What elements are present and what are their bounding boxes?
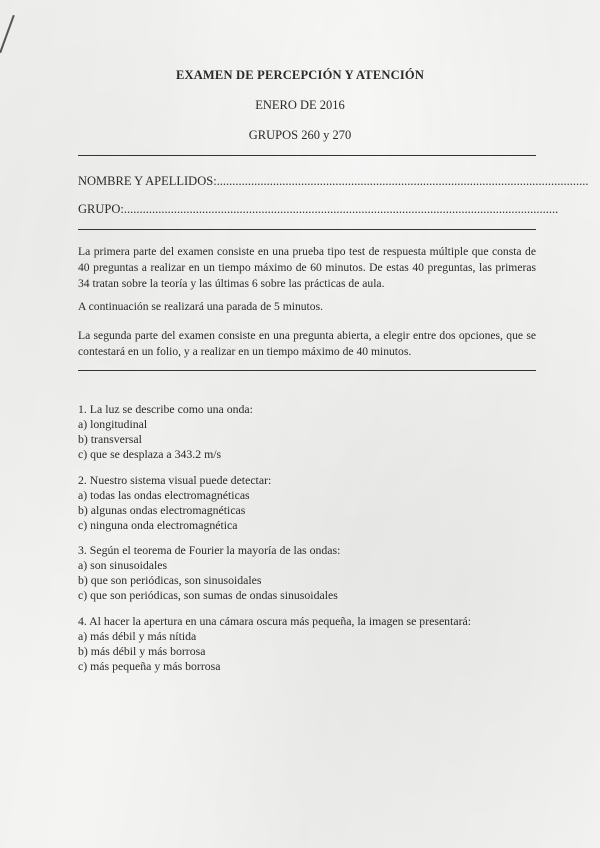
question-4 (78, 614, 538, 674)
divider (78, 155, 536, 156)
name-field-label: NOMBRE Y APELLIDOS: (78, 174, 217, 188)
exam-title: EXAMEN DE PERCEPCIÓN Y ATENCIÓN (175, 68, 425, 82)
option-a: a) todas las ondas electromagnéticas (78, 488, 250, 502)
question-1 (78, 402, 538, 462)
option-a: a) más débil y más nítida (78, 629, 197, 643)
question-text: 3. Según el teorema de Fourier la mayoría de las ondas: (78, 543, 341, 557)
instructions-part-two: La segunda parte del examen consiste en una pregunta abierta, a elegir entre dos opciones, que se contestará en un folio, y a realizar en un tiempo máximo de 40 minutos. (78, 329, 536, 358)
group-field (78, 202, 559, 217)
divider (78, 370, 536, 371)
option-b: b) transversal (78, 432, 142, 446)
option-c: c) más pequeña y más borrosa (78, 659, 221, 673)
question-text: 1. La luz se describe como una onda: (78, 402, 253, 416)
option-a: a) longitudinal (78, 417, 148, 431)
option-c: c) que se desplaza a 343.2 m/s (78, 447, 222, 461)
question-text: 4. Al hacer la apertura en una cámara oscura más pequeña, la imagen se presentará: (78, 614, 472, 628)
option-c: c) que son periódicas, son sumas de ondas sinusoidales (78, 588, 338, 602)
option-a: a) son sinusoidales (78, 558, 168, 572)
question-text: 2. Nuestro sistema visual puede detectar: (78, 473, 272, 487)
instructions-break: A continuación se realizará una parada de 5 minutos. (78, 300, 323, 313)
question-2 (78, 473, 538, 533)
option-b: b) más débil y más borrosa (78, 644, 206, 658)
option-b: b) que son periódicas, son sinusoidales (78, 573, 262, 587)
instructions-part-one: La primera parte del examen consiste en una prueba tipo test de respuesta múltiple que consta de 40 preguntas a realizar en un tiempo máximo de 60 minutos. De estas 40 preguntas, las primeras 34 tratan sobre la teoría y las últimas 6 sobre las prácticas de aula. (78, 245, 536, 290)
exam-groups: GRUPOS 260 y 270 (248, 128, 352, 142)
exam-date: ENERO DE 2016 (255, 98, 345, 112)
option-b: b) algunas ondas electromagnéticas (78, 503, 246, 517)
group-field-label: GRUPO: (78, 202, 124, 216)
option-c: c) ninguna onda electromagnética (78, 518, 238, 532)
question-3 (78, 543, 538, 603)
name-field (78, 174, 589, 189)
divider (78, 229, 536, 230)
group-field-dots: ........................................................................................................................................... (123, 202, 559, 216)
name-field-dots: ....................................................................................................................... (216, 174, 589, 188)
